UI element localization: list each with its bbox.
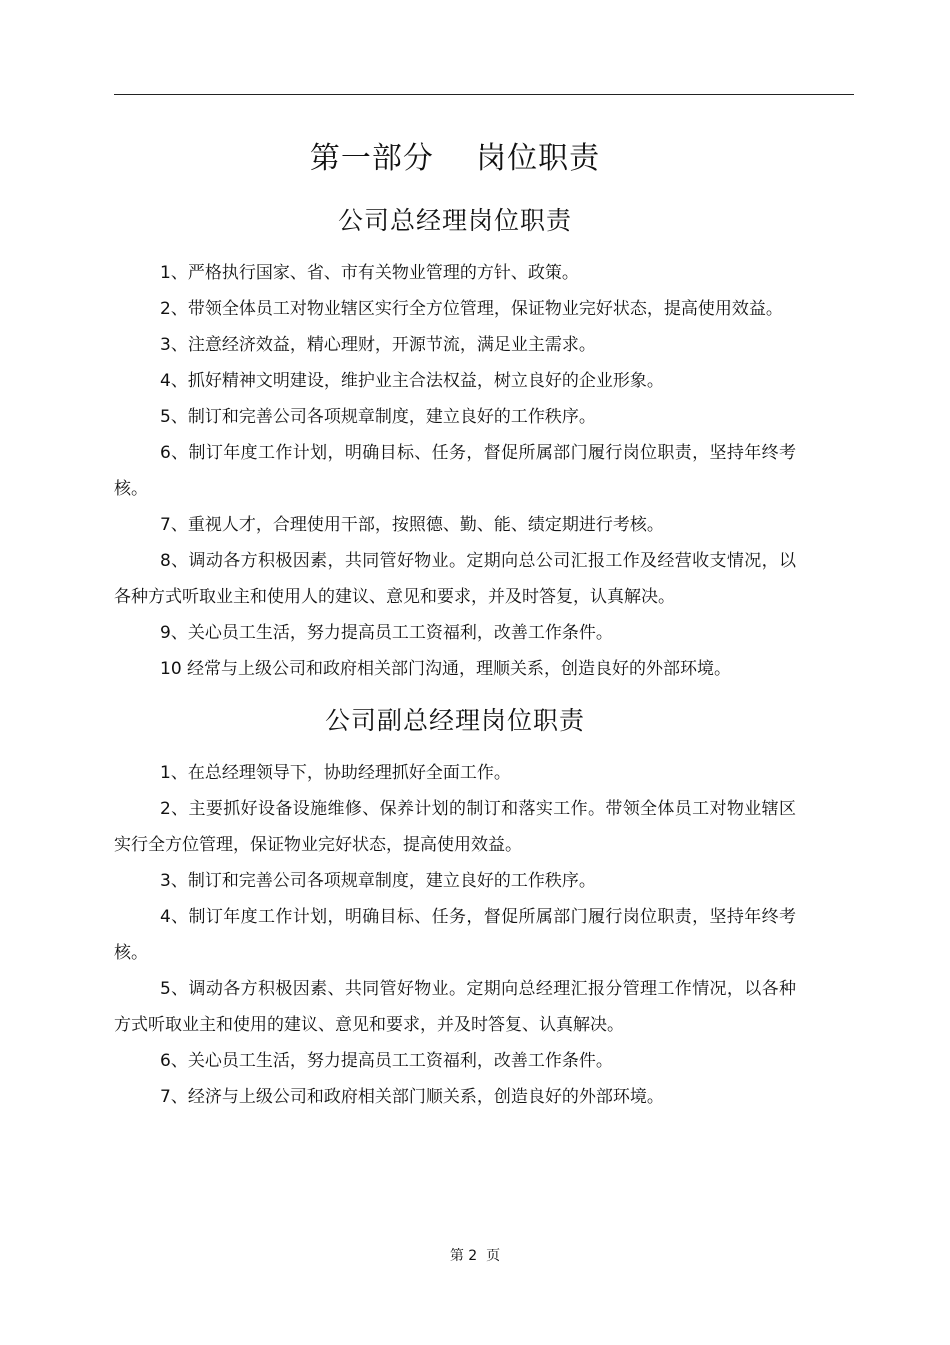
duty-item: 1、严格执行国家、省、市有关物业管理的方针、政策。 — [160, 263, 579, 283]
duty-item: 5、调动各方积极因素、共同管好物业。定期向总经理汇报分管理工作情况，以各种方式听取业主和使用的建议、意见和要求，并及时答复、认真解决。 — [114, 979, 796, 1035]
duty-item: 6、制订年度工作计划，明确目标、任务，督促所属部门履行岗位职责，坚持年终考核。 — [114, 443, 796, 499]
duty-item: 8、调动各方积极因素，共同管好物业。定期向总公司汇报工作及经营收支情况，以各种方式听取业主和使用人的建议、意见和要求，并及时答复，认真解决。 — [114, 551, 796, 607]
duty-item: 10 经常与上级公司和政府相关部门沟通，理顺关系，创造良好的外部环境。 — [160, 659, 732, 679]
duty-item: 4、抓好精神文明建设，维护业主合法权益，树立良好的企业形象。 — [160, 371, 664, 391]
duty-item: 6、关心员工生活，努力提高员工工资福利，改善工作条件。 — [160, 1051, 613, 1071]
duty-item: 2、主要抓好设备设施维修、保养计划的制订和落实工作。带领全体员工对物业辖区实行全方位管理，保证物业完好状态，提高使用效益。 — [114, 799, 796, 855]
duty-item: 9、关心员工生活，努力提高员工工资福利，改善工作条件。 — [160, 623, 613, 643]
duty-item: 3、注意经济效益，精心理财，开源节流，满足业主需求。 — [160, 335, 596, 355]
duty-item: 7、重视人才，合理使用干部，按照德、勤、能、绩定期进行考核。 — [160, 515, 664, 535]
header-rule — [114, 94, 854, 95]
duty-item: 2、带领全体员工对物业辖区实行全方位管理，保证物业完好状态，提高使用效益。 — [160, 299, 783, 319]
document-body — [114, 135, 796, 1115]
section-title: 公司副总经理岗位职责 — [324, 706, 585, 735]
section-title: 公司总经理岗位职责 — [337, 206, 572, 235]
duty-item: 4、制订年度工作计划，明确目标、任务，督促所属部门履行岗位职责，坚持年终考核。 — [114, 907, 796, 963]
duty-item: 3、制订和完善公司各项规章制度，建立良好的工作秩序。 — [160, 871, 596, 891]
duty-item: 1、在总经理领导下，协助经理抓好全面工作。 — [160, 763, 511, 783]
duty-item: 7、经济与上级公司和政府相关部门顺关系，创造良好的外部环境。 — [160, 1087, 664, 1107]
duty-item: 5、制订和完善公司各项规章制度，建立良好的工作秩序。 — [160, 407, 596, 427]
section-general-manager — [114, 201, 796, 687]
section-deputy-general-manager — [114, 701, 796, 1115]
page-number: 第 2 页 — [449, 1248, 501, 1264]
part-title: 第一部分 岗位职责 — [309, 141, 601, 176]
